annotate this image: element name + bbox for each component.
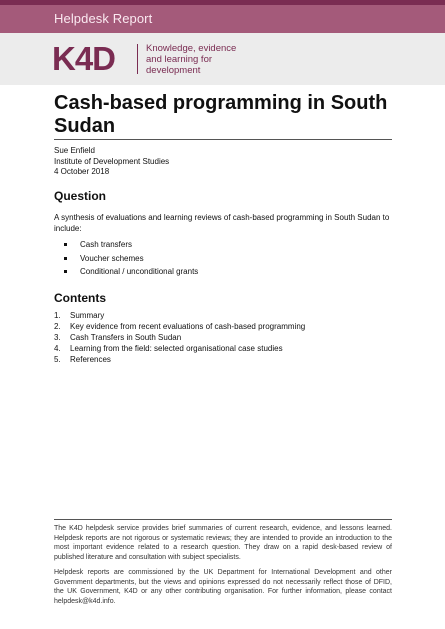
toc-number: 1. <box>54 311 61 320</box>
toc-label: Summary <box>70 311 105 320</box>
toc-item <box>54 332 305 343</box>
list-item <box>64 265 198 279</box>
series-label: Helpdesk Report <box>54 11 153 26</box>
toc-label: References <box>70 355 111 364</box>
toc-label: Cash Transfers in South Sudan <box>70 333 182 342</box>
tagline-line: Knowledge, evidence <box>146 43 237 54</box>
report-title: Cash-based programming in South Sudan <box>54 92 388 137</box>
footer-divider <box>54 519 392 520</box>
toc-number: 5. <box>54 355 61 364</box>
table-of-contents <box>54 310 305 365</box>
toc-label: Key evidence from recent evaluations of cash-based programming <box>70 322 306 331</box>
question-heading: Question <box>54 189 107 203</box>
bullet-label: Cash transfers <box>80 240 133 249</box>
question-text: A synthesis of evaluations and learning reviews of cash-based programming in South Sudan to include: <box>54 213 390 233</box>
tagline-line: and learning for <box>146 54 213 65</box>
bullet-icon <box>64 257 67 260</box>
report-meta <box>54 146 169 178</box>
header-stripe <box>0 0 445 5</box>
institution: Institute of Development Studies <box>54 156 170 166</box>
toc-item <box>54 321 305 332</box>
toc-item <box>54 310 305 321</box>
k4d-logo: K4D <box>52 40 116 77</box>
bullet-label: Voucher schemes <box>80 253 144 263</box>
bullet-icon <box>64 270 67 273</box>
toc-number: 3. <box>54 333 61 342</box>
bullet-label: Conditional / unconditional grants <box>80 267 199 276</box>
report-date: 4 October 2018 <box>54 167 110 176</box>
footer-disclaimer: The K4D helpdesk service provides brief summaries of current research, evidence, and lessons learned. Helpdesk reports are not rigorous or systematic reviews; they are intended to provide an introduction to the most important evidence related to a research question. They draw on a rapid desk-based review of published literature and consultation with subject specialists. <box>54 525 392 561</box>
list-item <box>64 252 198 266</box>
title-divider <box>54 139 392 140</box>
contents-heading: Contents <box>54 291 106 305</box>
toc-item <box>54 354 305 365</box>
toc-number: 2. <box>54 322 61 331</box>
toc-item <box>54 343 305 354</box>
list-item <box>64 238 198 252</box>
footer-commission-note: Helpdesk reports are commissioned by the UK Department for International Development and other Government departments, but the views and opinions expressed do not necessarily reflect those of DFID, the UK Government, K4D or any other contributing organisation. For further information, please contact helpdesk@k4d.info. <box>54 569 392 605</box>
author: Sue Enfield <box>54 146 95 155</box>
toc-label: Learning from the field: selected organisational case studies <box>70 344 283 353</box>
toc-number: 4. <box>54 344 61 353</box>
logo-divider <box>137 44 138 74</box>
question-bullets <box>64 238 198 279</box>
tagline-line: development <box>146 65 201 76</box>
logo-tagline <box>146 43 236 76</box>
bullet-icon <box>64 243 67 246</box>
